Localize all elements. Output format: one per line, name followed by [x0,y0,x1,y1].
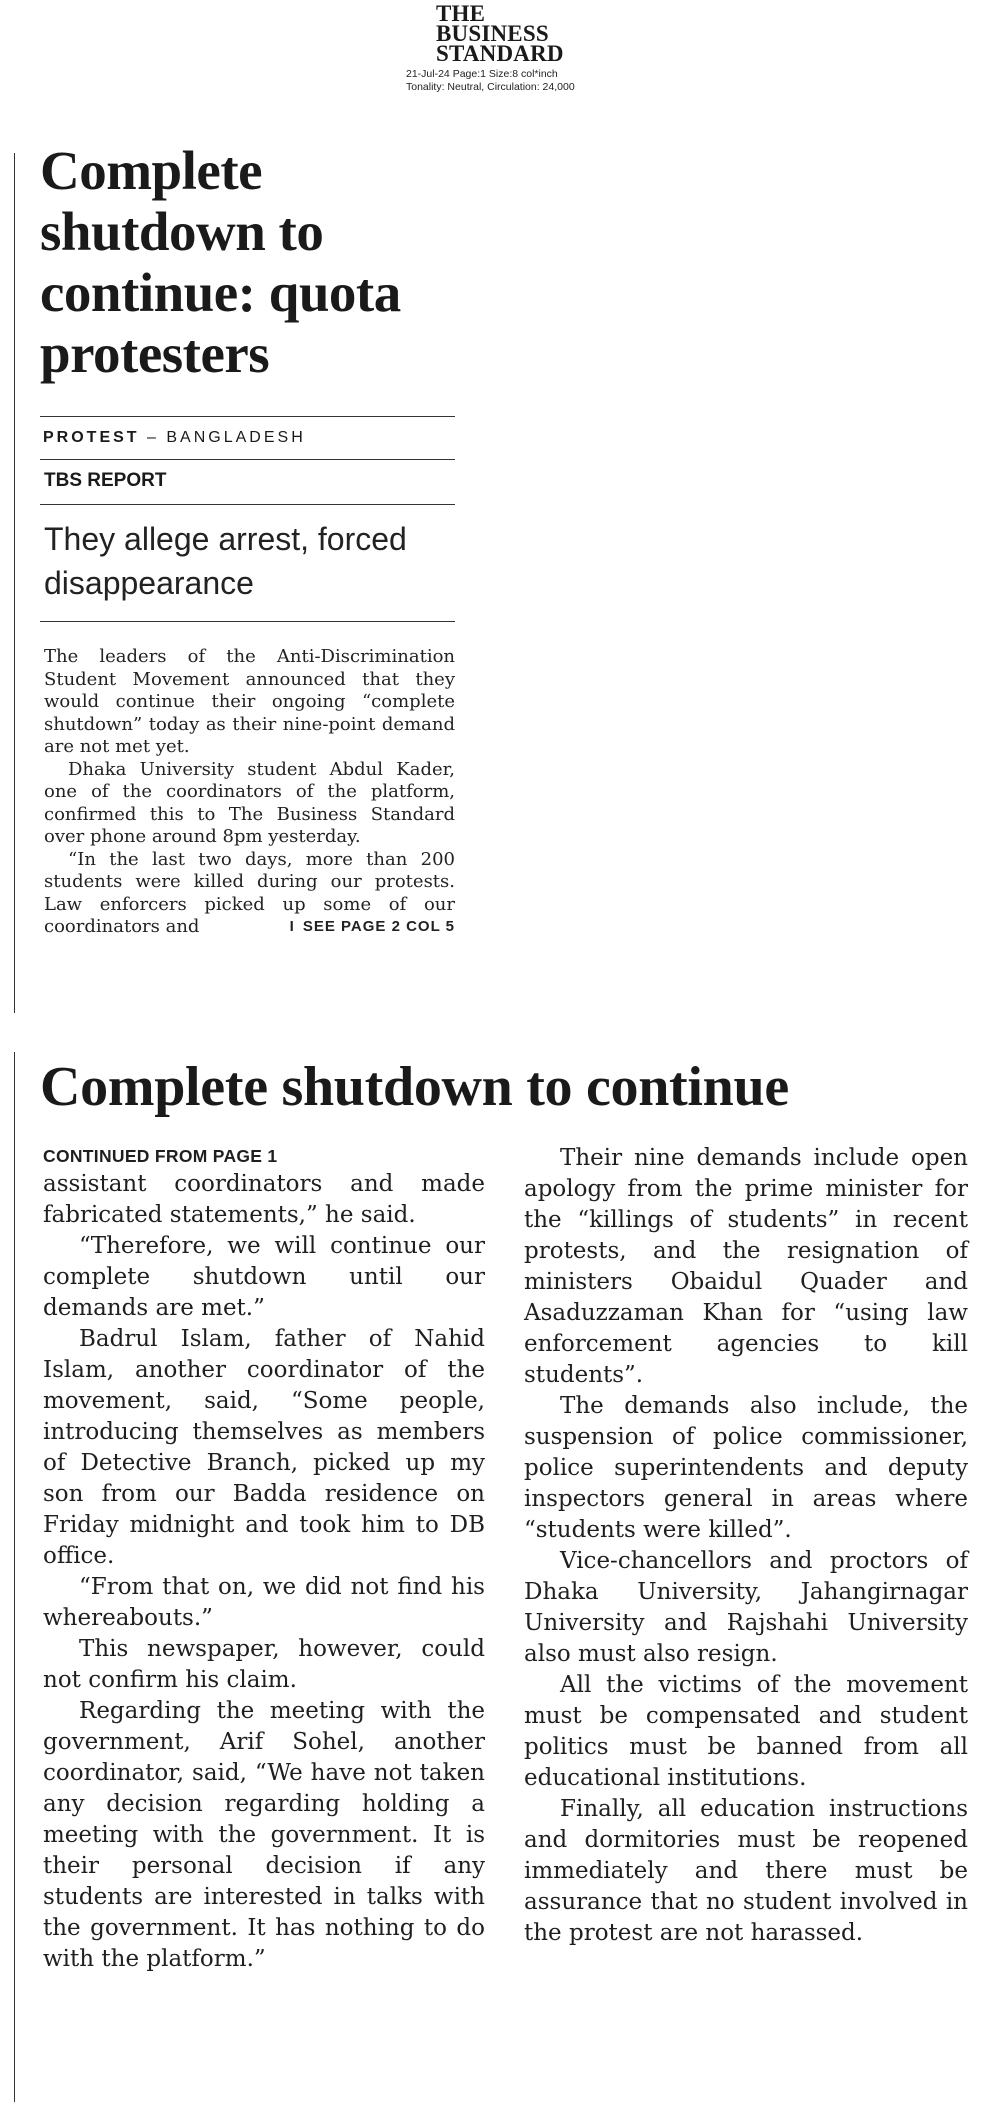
body-paragraph: This newspaper, however, could not confirm his claim. [43,1636,485,1693]
article-byline: TBS REPORT [44,470,167,491]
body-paragraph: The demands also include, the suspension of police commissioner, police superintendents and deputy inspectors general in areas where “students were killed”. [524,1393,968,1543]
body-paragraph: “From that on, we did not find his whereabouts.” [43,1574,485,1631]
kicker-separator: – [147,429,159,446]
body-paragraph: Regarding the meeting with the government, Arif Sohel, another coordinator, said, “We have not taken any decision regarding holding a meeting with the government. It is their personal decision if any students are interested in talks with the government. It has nothing to do with the platform.” [43,1698,485,1972]
body-paragraph-text: “In the last two days, more than 200 students were killed during our protests. Law enforcers picked up some of our coordinators and [44,848,455,937]
kicker-topic: BANGLADESH [166,429,306,446]
logo-line-3: STANDARD [436,41,564,66]
body-paragraph: “Therefore, we will continue our complete shutdown until our demands are met.” [43,1233,485,1321]
article-headline: Complete shutdown to continue: quota protesters [40,140,401,384]
divider [40,416,455,417]
article-front-page [40,140,455,939]
masthead [406,1,616,94]
body-paragraph: Dhaka University student Abdul Kader, one of the coordinators of the platform, confirmed this to The Business Standard over phone around 8pm yesterday. [44,758,455,847]
column-rule-continuation [14,1052,15,2102]
body-paragraph: The leaders of the Anti-Discrimination Student Movement announced that they would continue their ongoing “complete shutdown” today as their nine-point demand are not met yet. [44,646,455,757]
body-paragraph: assistant coordinators and made fabricated statements,” he said. [43,1171,485,1228]
body-paragraph: Badrul Islam, father of Nahid Islam, another coordinator of the movement, said, “Some people, introducing themselves as members of Detective Branch, picked up my son from our Badda residence on Friday midnight and took him to DB office. [43,1326,485,1569]
publication-logo [436,1,616,66]
body-paragraph: Their nine demands include open apology from the prime minister for the “killings of students” in recent protests, and the resignation of ministers Obaidul Quader and Asaduzzaman Khan for “using law enforcement agencies to kill students”. [524,1145,968,1388]
continuation-headline: Complete shutdown to continue [40,1056,789,1118]
clipping-meta [406,68,616,94]
logo-line-2: BUSINESS [436,21,549,46]
clipping-meta-tonality: Tonality: Neutral, Circulation: 24,000 [406,81,575,93]
continuation-column-right [524,1143,968,1949]
continued-label: CONTINUED FROM PAGE 1 [43,1146,278,1166]
body-paragraph: All the victims of the movement must be compensated and student politics must be banned from all educational institutions. [524,1672,968,1791]
body-paragraph: Finally, all education instructions and dormitories must be reopened immediately and there must be assurance that no student involved in the protest are not harassed. [524,1796,968,1946]
article-deck: They allege arrest, forced disappearance [44,521,407,601]
body-paragraph [44,849,455,939]
logo-line-1: THE [436,1,486,26]
kicker-section: PROTEST [43,429,140,446]
column-rule-top [14,153,15,1013]
article-kicker [43,429,455,447]
jump-mark: I [289,918,295,935]
clipping-meta-date-size: 21-Jul-24 Page:1 Size:8 col*inch [406,68,558,80]
divider [40,504,455,505]
jump-text: SEE PAGE 2 COL 5 [302,918,455,935]
article-body [44,646,455,939]
divider [40,459,455,460]
continuation-column-left [43,1143,485,1975]
divider [40,621,455,622]
jump-reference [266,916,455,939]
body-paragraph: Vice-chancellors and proctors of Dhaka University, Jahangirnagar University and Rajshahi University also must also resign. [524,1548,968,1667]
